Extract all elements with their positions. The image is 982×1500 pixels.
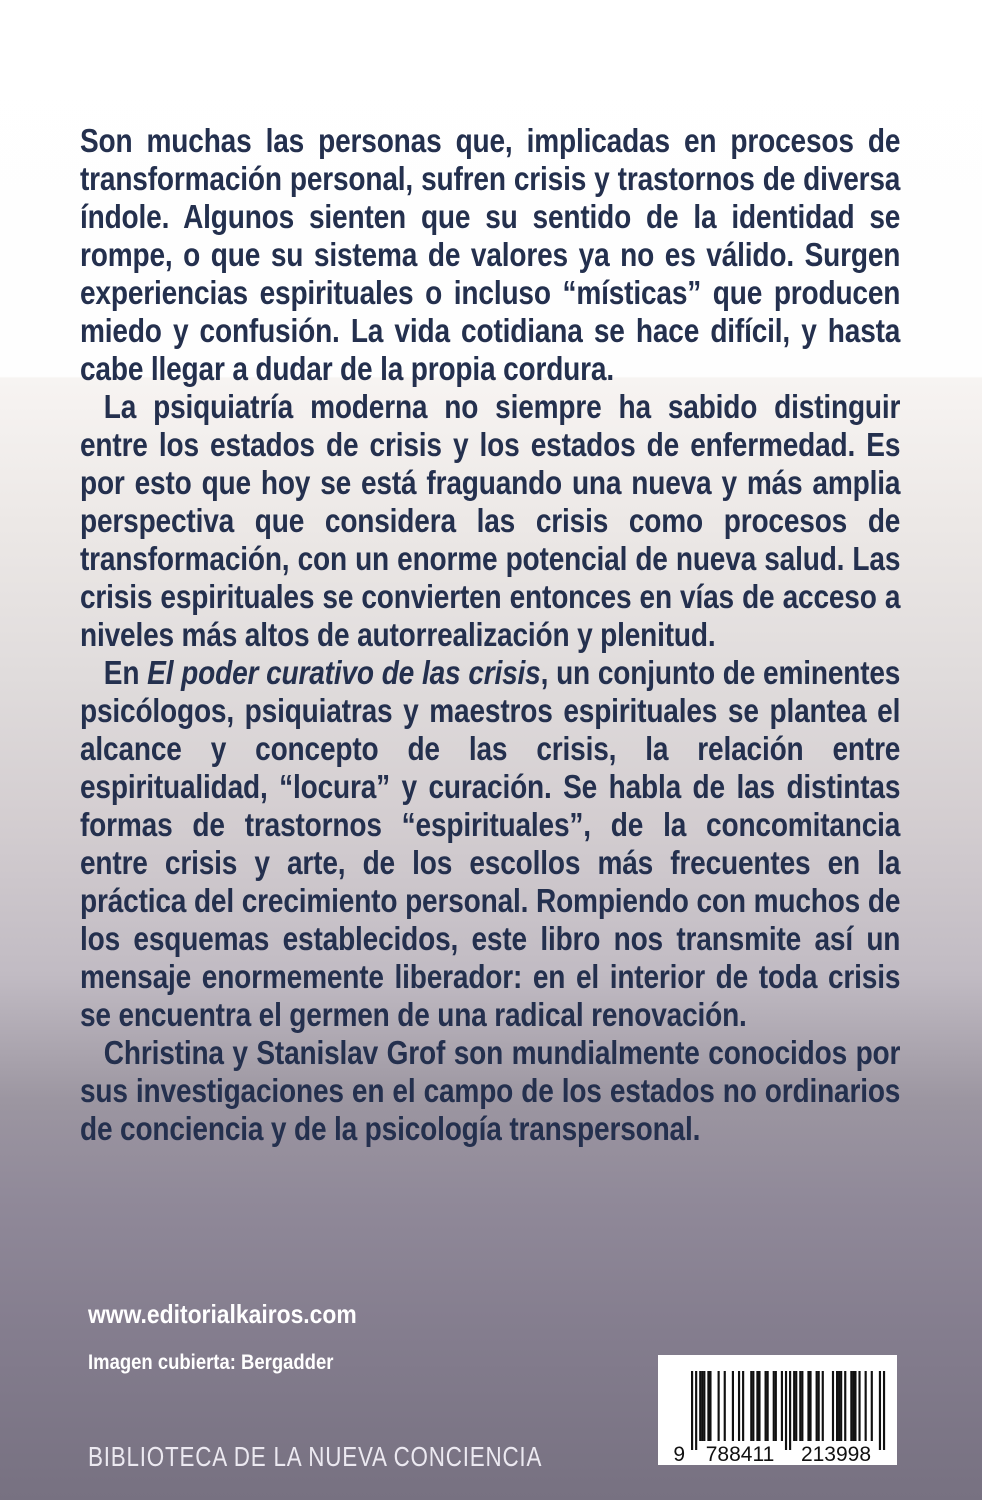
paragraph-3-lead: En (103, 654, 148, 691)
synopsis-text (80, 122, 900, 1148)
book-title-inline: El poder curativo de las crisis (147, 654, 541, 691)
synopsis-paragraph-2: La psiquiatría moderna no siempre ha sabido distinguir entre los estados de crisis y los estados de enfermedad. Es por esto que hoy se está fraguando una nueva y más amplia perspectiva que considera las crisis como procesos de transformación, con un enorme potencial de nueva salud. Las crisis espirituales se convierten entonces en vías de acceso a niveles más altos de autorrealización y plenitud. (80, 388, 901, 653)
barcode-graphic (658, 1355, 897, 1465)
collection-name: BIBLIOTECA DE LA NUEVA CONCIENCIA (88, 1441, 543, 1472)
paragraph-3-rest: , un conjunto de eminentes psicólogos, psiquiatras y maestros espirituales se plantea el alcance y concepto de las crisis, la relación entre espiritualidad, “locura” y curación. Se habla de las distintas formas de trastornos “espirituales”, de la concomitancia entre crisis y arte, de los escollos más frecuentes en la práctica del crecimiento personal. Rompiendo con muchos de los esquemas establecidos, este libro nos transmite así un mensaje enormemente liberador: en el interior de toda crisis se encuentra el germen de una radical renovación. (80, 654, 901, 1033)
svg-text:788411: 788411 (705, 1443, 775, 1465)
isbn-barcode (658, 1355, 897, 1465)
synopsis-paragraph-1: Son muchas las personas que, implicadas en procesos de transformación personal, sufren crisis y trastornos de diversa índole. Algunos sienten que su sentido de la identidad se rompe, o que su sistema de valores ya no es válido. Surgen experiencias espirituales o incluso “místicas” que producen miedo y confusión. La vida cotidiana se hace difícil, y hasta cabe llegar a dudar de la propia cordura. (80, 122, 901, 387)
cover-image-credit: Imagen cubierta: Bergadder (88, 1351, 334, 1374)
svg-text:9: 9 (673, 1443, 685, 1465)
synopsis-paragraph-3 (80, 654, 900, 1034)
publisher-website-url: www.editorialkairos.com (88, 1299, 357, 1329)
synopsis-paragraph-4: Christina y Stanislav Grof son mundialmente conocidos por sus investigaciones en el campo de los estados no ordinarios de conciencia y de la psicología transpersonal. (80, 1034, 901, 1147)
svg-text:213998: 213998 (800, 1443, 872, 1465)
